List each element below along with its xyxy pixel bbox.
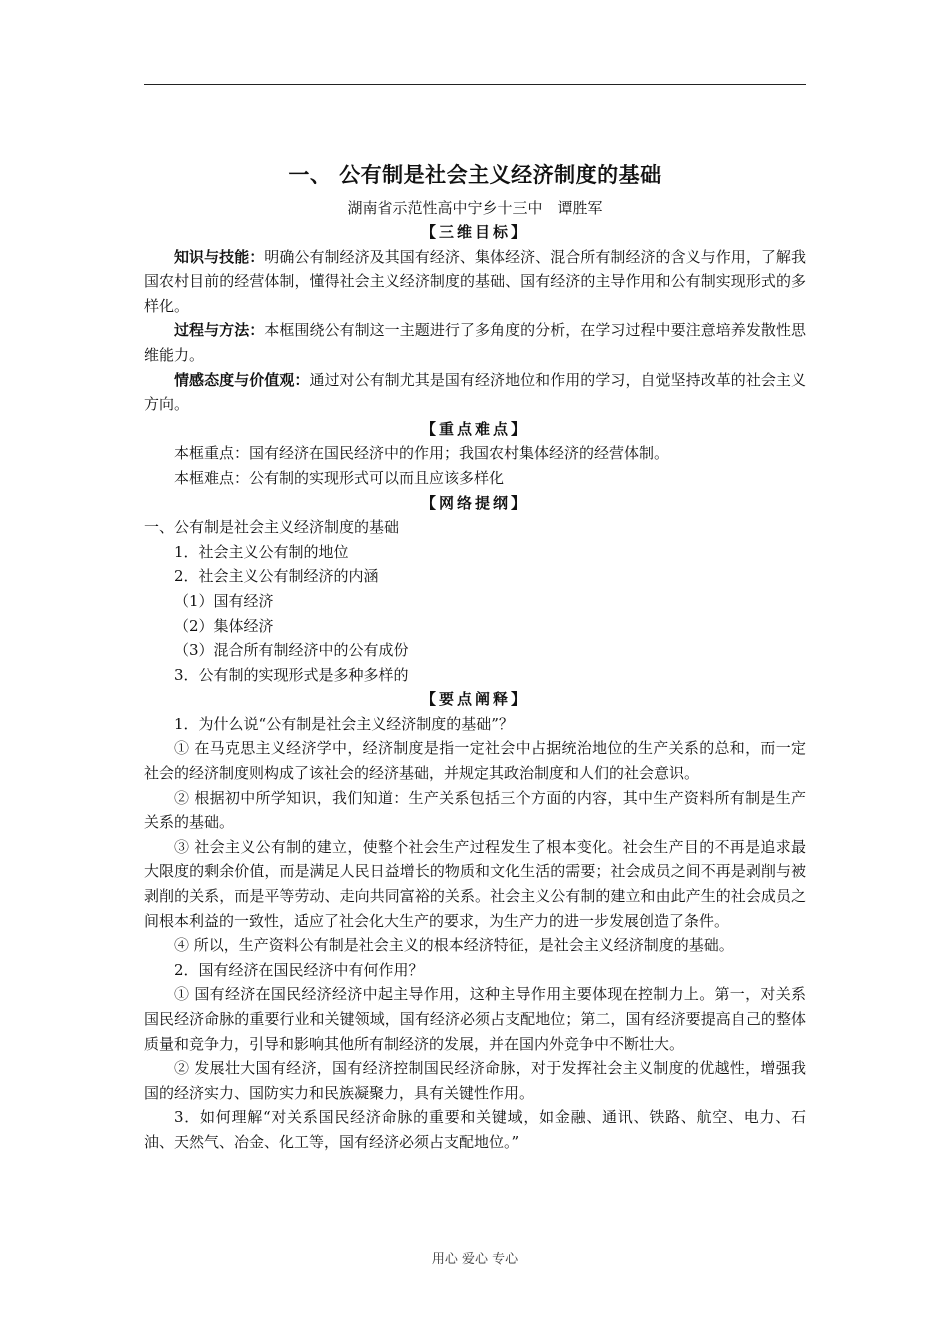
goal-knowledge-lead: 知识与技能：: [174, 247, 265, 266]
explain-q1-point-4: ④ 所以，生产资料公有制是社会主义的根本经济特征，是社会主义经济制度的基础。: [174, 936, 734, 955]
header-rule: [144, 84, 806, 85]
explain-q1-point-2: ② 根据初中所学知识，我们知道：生产关系包括三个方面的内容，其中生产资料所有制是生产关系的基础。: [144, 788, 806, 832]
goal-knowledge: [144, 245, 806, 319]
explain-q1-point-1: ① 在马克思主义经济学中，经济制度是指一定社会中占据统治地位的生产关系的总和，而一定社会的经济制度则构成了该社会的经济基础，并规定其政治制度和人们的社会意识。: [144, 739, 806, 783]
page-footer: 用心 爱心 专心: [431, 1252, 519, 1267]
goal-process-text: 本框围绕公有制这一主题进行了多角度的分析，在学习过程中要注意培养发散性思维能力。: [144, 321, 806, 364]
outline-item-1: 1．社会主义公有制的地位: [174, 542, 349, 561]
document-body: [144, 158, 806, 1155]
section-heading-goals: 【三维目标】: [420, 223, 529, 241]
outline-item-2b: （2）集体经济: [174, 616, 274, 635]
goal-process: [144, 318, 806, 367]
goal-knowledge-text: 明确公有制经济及其国有经济、集体经济、混合所有制经济的含义与作用，了解我国农村目前的经营体制，懂得社会主义经济制度的基础、国有经济的主导作用和公有制实现形式的多样化。: [144, 247, 806, 315]
author-line: 湖南省示范性高中宁乡十三中 谭胜军: [347, 199, 603, 217]
outline-item-2: 2．社会主义公有制经济的内涵: [174, 567, 379, 586]
outline-item-3: 3．公有制的实现形式是多种多样的: [174, 665, 409, 684]
section-heading-outline: 【网络提纲】: [420, 493, 529, 512]
explain-q1-point-3: ③ 社会主义公有制的建立，使整个社会生产过程发生了根本变化。社会生产目的不再是追求最大限度的剩余价值，而是满足人民日益增长的物质和文化生活的需要；社会成员之间不再是剥削与被剥削的关系，而是平等劳动、走向共同富裕的关系。社会主义公有制的建立和由此产生的社会成员之间根本利益的一致性，适应了社会化大生产的要求，为生产力的进一步发展创造了条件。: [144, 837, 806, 930]
explain-question-3: 3．如何理解“对关系国民经济命脉的重要和关键域，如金融、通讯、铁路、航空、电力、石油、天然气、冶金、化工等，国有经济必须占支配地位。”: [144, 1108, 806, 1151]
outline-main: 一、公有制是社会主义经济制度的基础: [144, 518, 400, 537]
outline-item-2a: （1）国有经济: [174, 591, 274, 610]
explain-question-2: 2．国有经济在国民经济中有何作用？: [174, 960, 424, 979]
key-focus: 本框重点：国有经济在国民经济中的作用；我国农村集体经济的经营体制。: [174, 444, 670, 463]
key-difficulty: 本框难点：公有制的实现形式可以而且应该多样化: [174, 468, 505, 487]
explain-q2-point-2: ② 发展壮大国有经济，国有经济控制国民经济命脉，对于发挥社会主义制度的优越性，增强我国的经济实力、国防实力和民族凝聚力，具有关键性作用。: [144, 1059, 806, 1102]
explain-question-1: 1．为什么说“公有制是社会主义经济制度的基础”？: [174, 714, 514, 733]
page-title: 一、 公有制是社会主义经济制度的基础: [288, 162, 662, 187]
outline-item-2c: （3）混合所有制经济中的公有成份: [174, 641, 409, 660]
goal-process-lead: 过程与方法：: [174, 321, 265, 340]
goal-emotion-lead: 情感态度与价值观：: [174, 370, 310, 389]
goal-emotion: [144, 368, 806, 417]
section-heading-key: 【重点难点】: [420, 419, 529, 438]
goal-emotion-text: 通过对公有制尤其是国有经济地位和作用的学习，自觉坚持改革的社会主义方向。: [144, 370, 806, 414]
section-heading-explain: 【要点阐释】: [420, 690, 529, 709]
explain-q2-point-1: ① 国有经济在国民经济经济中起主导作用，这种主导作用主要体现在控制力上。第一，对关系国民经济命脉的重要行业和关键领域，国有经济必须占支配地位；第二，国有经济要提高自己的整体质量和竞争力，引导和影响其他所有制经济的发展，并在国内外竞争中不断壮大。: [144, 985, 806, 1053]
